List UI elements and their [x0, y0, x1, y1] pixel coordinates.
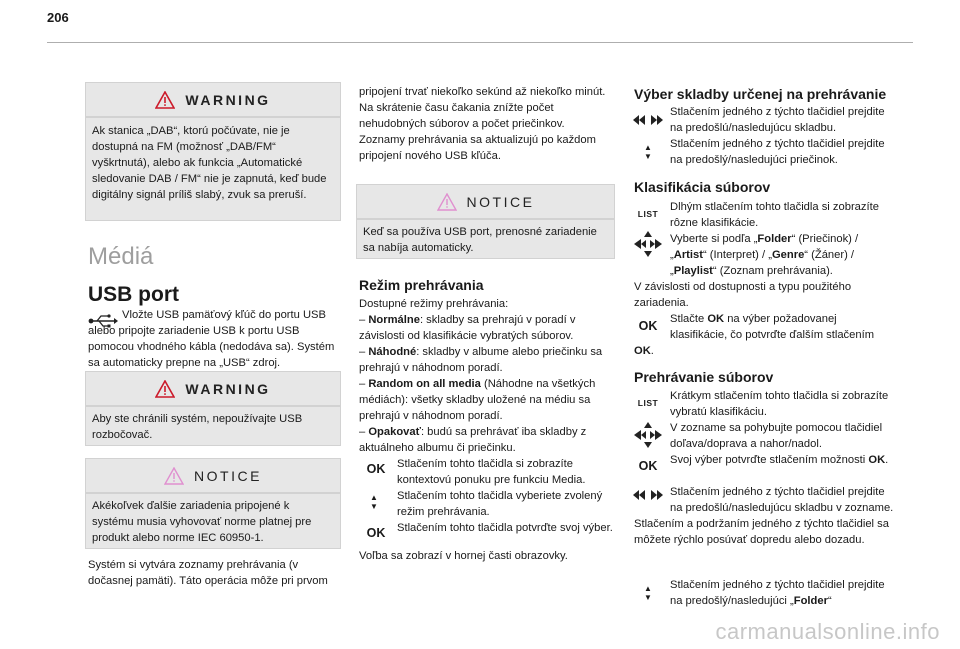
notice-icon — [437, 193, 457, 211]
up-down-arrows-icon: ▲ ▼ — [644, 143, 652, 161]
col2-paragraph: Zoznamy prehrávania sa aktualizujú po každom pripojení nového USB kľúča. — [359, 134, 596, 162]
warning-icon — [155, 380, 175, 398]
classification-ok-end — [634, 343, 896, 359]
track-lr-text: Stlačením jedného z týchto tlačidiel prejdite na predošlú/nasledujúcu skladbu. — [670, 106, 885, 134]
section-title-play-mode: Režim prehrávania — [359, 277, 484, 293]
mode-label: Random on all media — [368, 378, 481, 390]
classification-ok-text — [634, 311, 896, 343]
play-mode-normal: – Normálne: skladby sa prehrajú v poradí v závislosti od klasifikácie vybratých súborov. — [359, 314, 576, 342]
section-title-browse: Prehrávanie súborov — [634, 369, 774, 385]
warning-text: Aby ste chránili systém, nepoužívajte USB rozbočovač. — [92, 413, 303, 441]
ok-button-icon: OK — [638, 319, 658, 333]
ok-button-icon: OK — [366, 526, 386, 540]
play-mode-repeat: – Opakovať: budú sa prehrávať iba skladby z aktuálneho albumu či priečinku. — [359, 426, 587, 454]
text-fragment: OK — [868, 454, 886, 466]
notice-icon — [164, 467, 184, 485]
notice-text: Akékoľvek ďalšie zariadenia pripojené k systému musia vyhovovať norme platnej pre produkt alebo norme IEC 60950-1. — [92, 500, 312, 544]
list-button-icon: LIST — [637, 209, 659, 219]
navigation-cross-icon — [633, 421, 663, 449]
text-fragment: Vyberte si podľa „ — [670, 233, 758, 245]
mode-label: Opakovať — [368, 426, 421, 438]
mode-outro: Voľba sa zobrazí v hornej časti obrazovky. — [359, 550, 568, 562]
browse-ud-text — [670, 577, 895, 609]
text-fragment: OK — [707, 313, 725, 325]
ok-button-icon: OK — [638, 459, 658, 473]
warning-body — [85, 117, 341, 221]
mode-ok-text: Stlačením tohto tlačidla si zobrazíte kontextovú ponuku pre funkciu Media. — [397, 458, 586, 486]
watermark: carmanualsonline.info — [715, 619, 940, 644]
mode-arrows-text: Stlačením tohto tlačidla vyberiete zvolený režim prehrávania. — [397, 490, 603, 518]
text-fragment: Stlačením jedného z týchto tlačidiel prejdite na predošlý/nasledujúci „ — [670, 579, 885, 607]
header-divider — [47, 42, 913, 43]
notice-header-2 — [356, 184, 615, 219]
warning-header — [85, 82, 341, 117]
page-number: 206 — [47, 10, 69, 25]
text-fragment: “ (Zoznam prehrávania). — [712, 265, 833, 277]
mode-text: (Náhodne na všetkých médiách): všetky skladby uložené na médiu sa prehrajú v náhodnom poradí. — [359, 378, 596, 422]
notice-body-2 — [356, 219, 615, 259]
section-title-usb: USB port — [88, 283, 179, 306]
section-title-classification: Klasifikácia súborov — [634, 179, 771, 195]
col1-tail: Systém si vytvára zoznamy prehrávania (v dočasnej pamäti). Táto operácia môže pri prvom — [88, 559, 328, 587]
col2-intro — [359, 84, 615, 164]
mode-ok2-text: Stlačením tohto tlačidla potvrďte svoj výber. — [397, 522, 613, 534]
notice-text: Keď sa používa USB port, prenosné zariadenie sa nabíja automaticky. — [363, 226, 597, 254]
classification-ok — [634, 311, 896, 359]
mode-text: : skladby sa prehrajú v poradí v závislosti od klasifikácie vybratých súborov. — [359, 314, 576, 342]
text-fragment: Artist — [673, 249, 703, 261]
text-fragment: “ — [827, 595, 832, 607]
text-fragment: . — [885, 454, 889, 466]
browse-lr-text: Stlačením jedného z týchto tlačidiel prejdite na predošlú/nasledujúcu skladbu v zozname. — [670, 486, 894, 514]
section-title-track-select: Výber skladby určenej na prehrávanie — [634, 86, 887, 102]
left-right-arrows-icon — [633, 115, 663, 125]
section-title-media: Médiá — [88, 243, 154, 270]
text-fragment: Playlist — [673, 265, 713, 277]
notice-body — [85, 493, 341, 549]
play-mode-random: – Náhodné: skladby v albume alebo priečinku sa prehrajú v náhodnom poradí. — [359, 346, 603, 374]
text-fragment: “ (Priečinok) / „ — [670, 233, 859, 261]
warning-icon — [155, 91, 175, 109]
text-fragment: Svoj výber potvrďte stlačením možnosti — [670, 454, 869, 466]
text-fragment: “ (Žáner) / „ — [670, 249, 855, 277]
ok-button-icon: OK — [366, 462, 386, 476]
text-fragment: Stlačte — [670, 313, 708, 325]
play-mode-random-all: – Random on all media (Náhodne na všetkých médiách): všetky skladby uložené na médiu sa prehrajú v náhodnom poradí. — [359, 378, 596, 422]
warning-body-2 — [85, 406, 341, 446]
browse-lr — [634, 484, 896, 548]
text-fragment: “ (Interpret) / „ — [702, 249, 772, 261]
play-mode-intro: Dostupné režimy prehrávania: — [359, 298, 509, 310]
warning-text: Ak stanica „DAB“, ktorú počúvate, nie je dostupná na FM (možnosť „DAB/FM“ vyškrtnutá), alebo ak funkcia „Automatické sledovanie DAB / FM“ nie je zapnutá, keď bude digitálny signál príliš slabý, zvuk sa preruší. — [92, 125, 327, 201]
browse-list-text: Krátkym stlačením tohto tlačidla si zobrazíte vybratú klasifikáciu. — [670, 390, 889, 418]
col2-paragraph: pripojení trvať niekoľko sekúnd až niekoľko minút. — [359, 86, 606, 98]
play-mode-list — [359, 296, 617, 456]
up-down-arrows-icon: ▲ ▼ — [370, 493, 378, 511]
list-button-icon: LIST — [637, 398, 659, 408]
notice-label: NOTICE — [466, 193, 535, 210]
text-fragment: na výber požadovanej klasifikácie, čo potvrďte ďalším stlačením — [670, 313, 875, 341]
mode-label: Náhodné — [368, 346, 417, 358]
warning-label: WARNING — [185, 380, 271, 397]
classification-list-text: Dlhým stlačením tohto tlačidla si zobrazíte rôzne klasifikácie. — [670, 201, 879, 229]
classification-choose — [634, 231, 896, 311]
browse-ok-text — [670, 452, 895, 468]
text-fragment: Genre — [771, 249, 805, 261]
usb-intro: Vložte USB pamäťový kľúč do portu USB alebo pripojte zariadenie USB k portu USB pomocou vhodného kábla (nedodáva sa). Systém sa automaticky prepne na „USB“ zdroj. — [88, 309, 335, 369]
mode-text: : budú sa prehrávať iba skladby z aktuálneho albumu či priečinku. — [359, 426, 587, 454]
notice-label: NOTICE — [194, 467, 262, 484]
text-fragment: . — [650, 345, 654, 357]
warning-label: WARNING — [185, 91, 271, 108]
up-down-arrows-icon: ▲ ▼ — [644, 584, 652, 602]
mode-label: Normálne — [368, 314, 420, 326]
notice-header — [85, 458, 341, 493]
browse-hold-text: Stlačením a podržaním jedného z týchto tlačidiel sa môžete rýchlo posúvať dopredu alebo dozadu. — [634, 518, 889, 546]
warning-header-2 — [85, 371, 341, 406]
track-ud-text: Stlačením jedného z týchto tlačidiel prejdite na predošlý/nasledujúci priečinok. — [670, 138, 885, 166]
browse-nav-text: V zozname sa pohybujte pomocou tlačidiel doľava/doprava a nahor/nadol. — [670, 422, 883, 450]
text-fragment: Folder — [757, 233, 792, 245]
text-fragment: OK — [634, 345, 651, 357]
mode-text: : skladby v albume alebo priečinku sa prehrajú v náhodnom poradí. — [359, 346, 603, 374]
classification-choose-text — [634, 231, 896, 279]
text-fragment: Folder — [793, 595, 828, 607]
col2-paragraph: Na skrátenie času čakania znížte počet nehudobných súborov a počet priečinkov. — [359, 102, 565, 130]
classification-depends: V závislosti od dostupnosti a typu použitého zariadenia. — [634, 281, 852, 309]
